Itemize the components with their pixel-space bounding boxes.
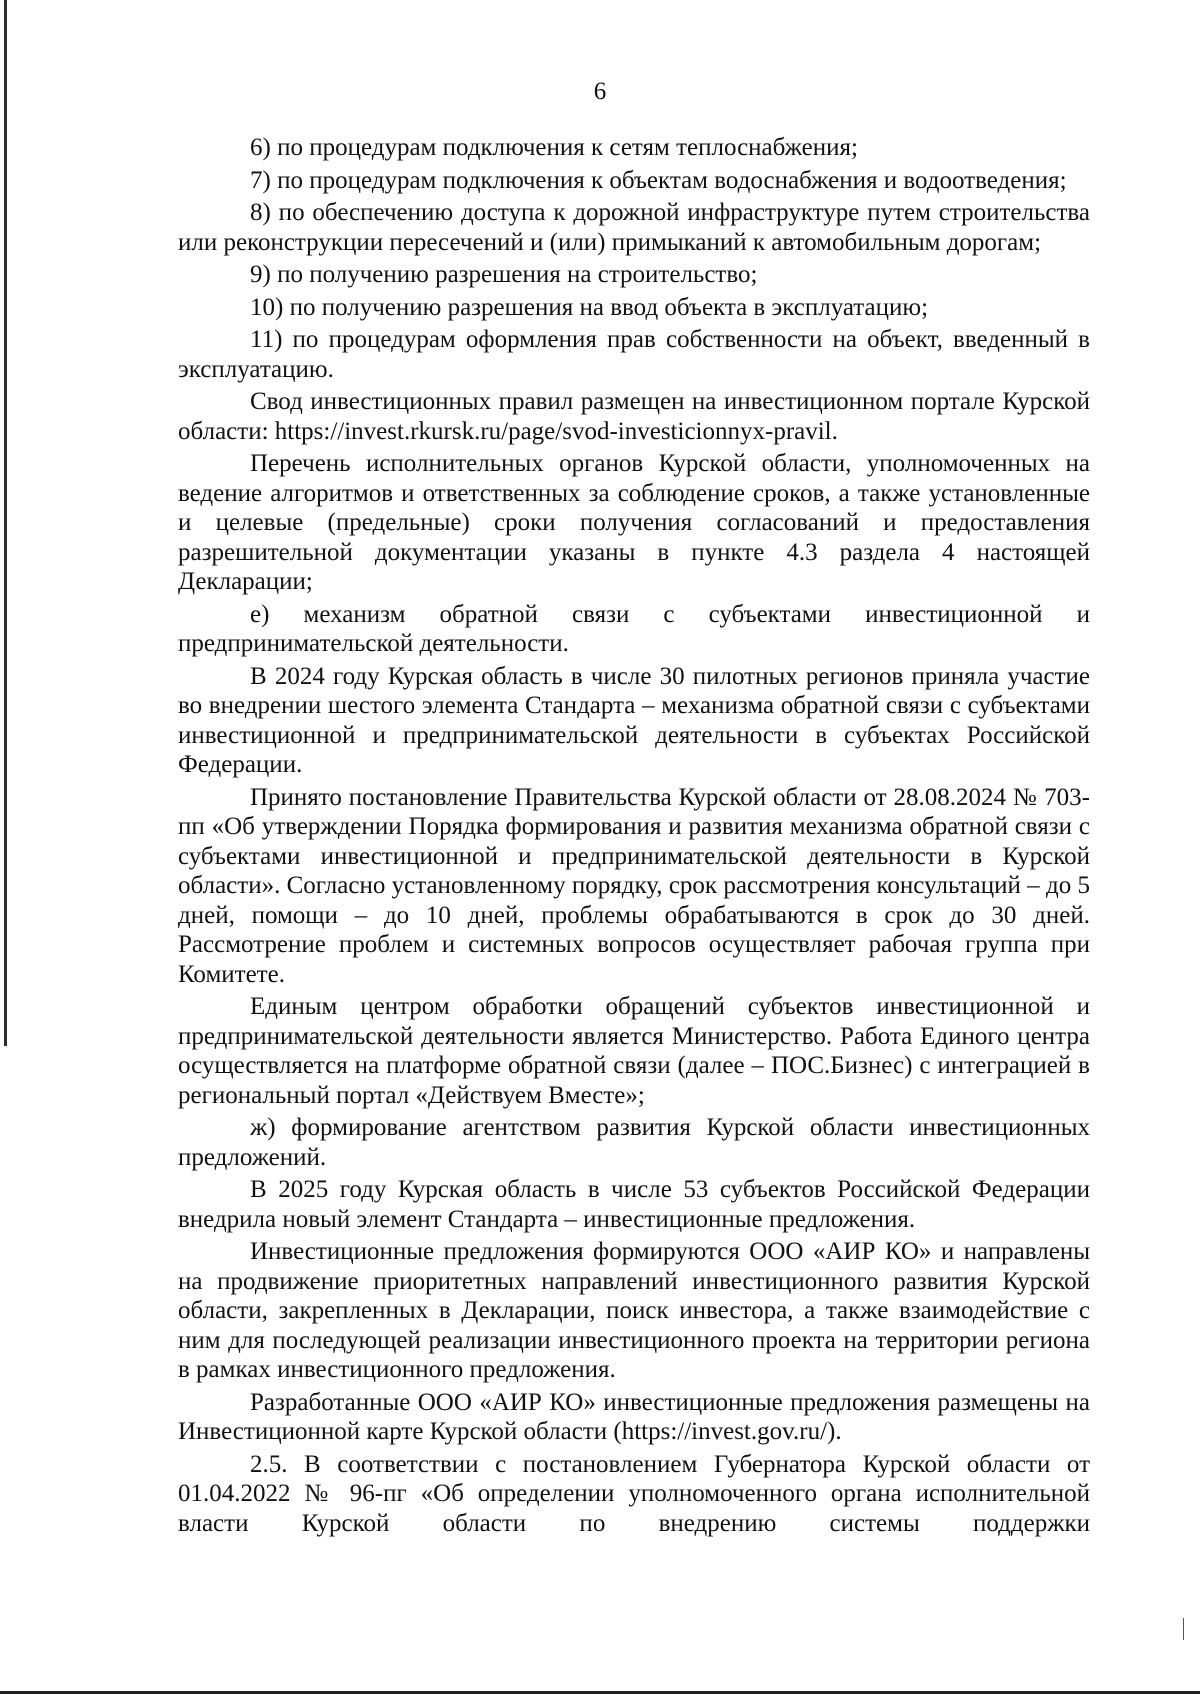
paragraph-item-9: 9) по получению разрешения на строительство; [250, 261, 758, 288]
document-body [178, 133, 1090, 1541]
paragraph-item-10: 10) по получению разрешения на ввод объекта в эксплуатацию; [250, 293, 929, 321]
scan-mark [1183, 1618, 1184, 1640]
paragraph-investment-proposals: Инвестиционные предложения формируются ООО «АИР КО» и направлены на продвижение приоритетных направлений инвестиционного развития Курской области, закрепленных в Декларации, поиск инвестора, а также взаимодействие с ним для последующей реализации инвестиционного проекта на территории региона в рамках инвестиционного предложения. [178, 1238, 1090, 1383]
paragraph-item-e: е) механизм обратной связи с субъектами инвестиционной и предпринимательской деятельности. [178, 600, 1090, 657]
paragraph-2025-standard: В 2025 году Курская область в числе 53 субъектов Российской Федерации внедрила новый элемент Стандарта – инвестиционные предложения. [178, 1176, 1090, 1233]
scan-left-edge [4, 0, 7, 1046]
scan-bottom-edge [0, 1691, 1200, 1694]
page-number: 6 [593, 78, 607, 105]
paragraph-svod-rules: Свод инвестиционных правил размещен на инвестиционном портале Курской области: https://invest.rkursk.ru/page/svod-investicionnyx-pravil. [178, 388, 1090, 445]
paragraph-item-zh: ж) формирование агентством развития Курской области инвестиционных предложений. [178, 1114, 1090, 1171]
paragraph-item-11: 11) по процедурам оформления прав собственности на объект, введенный в эксплуатацию. [178, 326, 1090, 383]
paragraph-single-center: Единым центром обработки обращений субъектов инвестиционной и предпринимательской деятельности является Министерство. Работа Единого центра осуществляется на платформе обратной связи (далее – ПОС.Бизнес) с интеграцией в региональный портал «Действуем Вместе»; [178, 993, 1090, 1109]
paragraph-executive-bodies: Перечень исполнительных органов Курской области, уполномоченных на ведение алгоритмов и ответственных за соблюдение сроков, а также установленные и целевые (предельные) сроки получения согласований и предоставления разрешительной документации указаны в пункте 4.3 раздела 4 настоящей Декларации; [178, 450, 1090, 595]
paragraph-item-8: 8) по обеспечению доступа к дорожной инфраструктуре путем строительства или реконструкции пересечений и (или) примыканий к автомобильным дорогам; [178, 199, 1090, 256]
paragraph-item-7: 7) по процедурам подключения к объектам водоснабжения и водоотведения; [250, 166, 1067, 194]
paragraph-invest-map: Разработанные ООО «АИР КО» инвестиционные предложения размещены на Инвестиционной карте Курской области (https://invest.gov.ru/). [178, 1388, 1090, 1445]
paragraph-2024-pilot: В 2024 году Курская область в числе 30 пилотных регионов приняла участие во внедрении шестого элемента Стандарта – механизма обратной связи с субъектами инвестиционной и предпринимательской деятельности в субъектах Российской Федерации. [178, 662, 1090, 778]
paragraph-section-2-5: 2.5. В соответствии с постановлением Губернатора Курской области от 01.04.2022 № 96-пг «Об определении уполномоченного органа исполнительной власти Курской области по внедрению системы поддержки [178, 1450, 1090, 1537]
paragraph-resolution-703: Принято постановление Правительства Курской области от 28.08.2024 № 703-пп «Об утверждении Порядка формирования и развития механизма обратной связи с субъектами инвестиционной и предпринимательской деятельности в Курской области». Согласно установленному порядку, срок рассмотрения консультаций – до 5 дней, помощи – до 10 дней, проблемы обрабатываются в срок до 30 дней. Рассмотрение проблем и системных вопросов осуществляет рабочая группа при Комитете. [178, 783, 1090, 988]
paragraph-item-6: 6) по процедурам подключения к сетям теплоснабжения; [250, 134, 858, 161]
